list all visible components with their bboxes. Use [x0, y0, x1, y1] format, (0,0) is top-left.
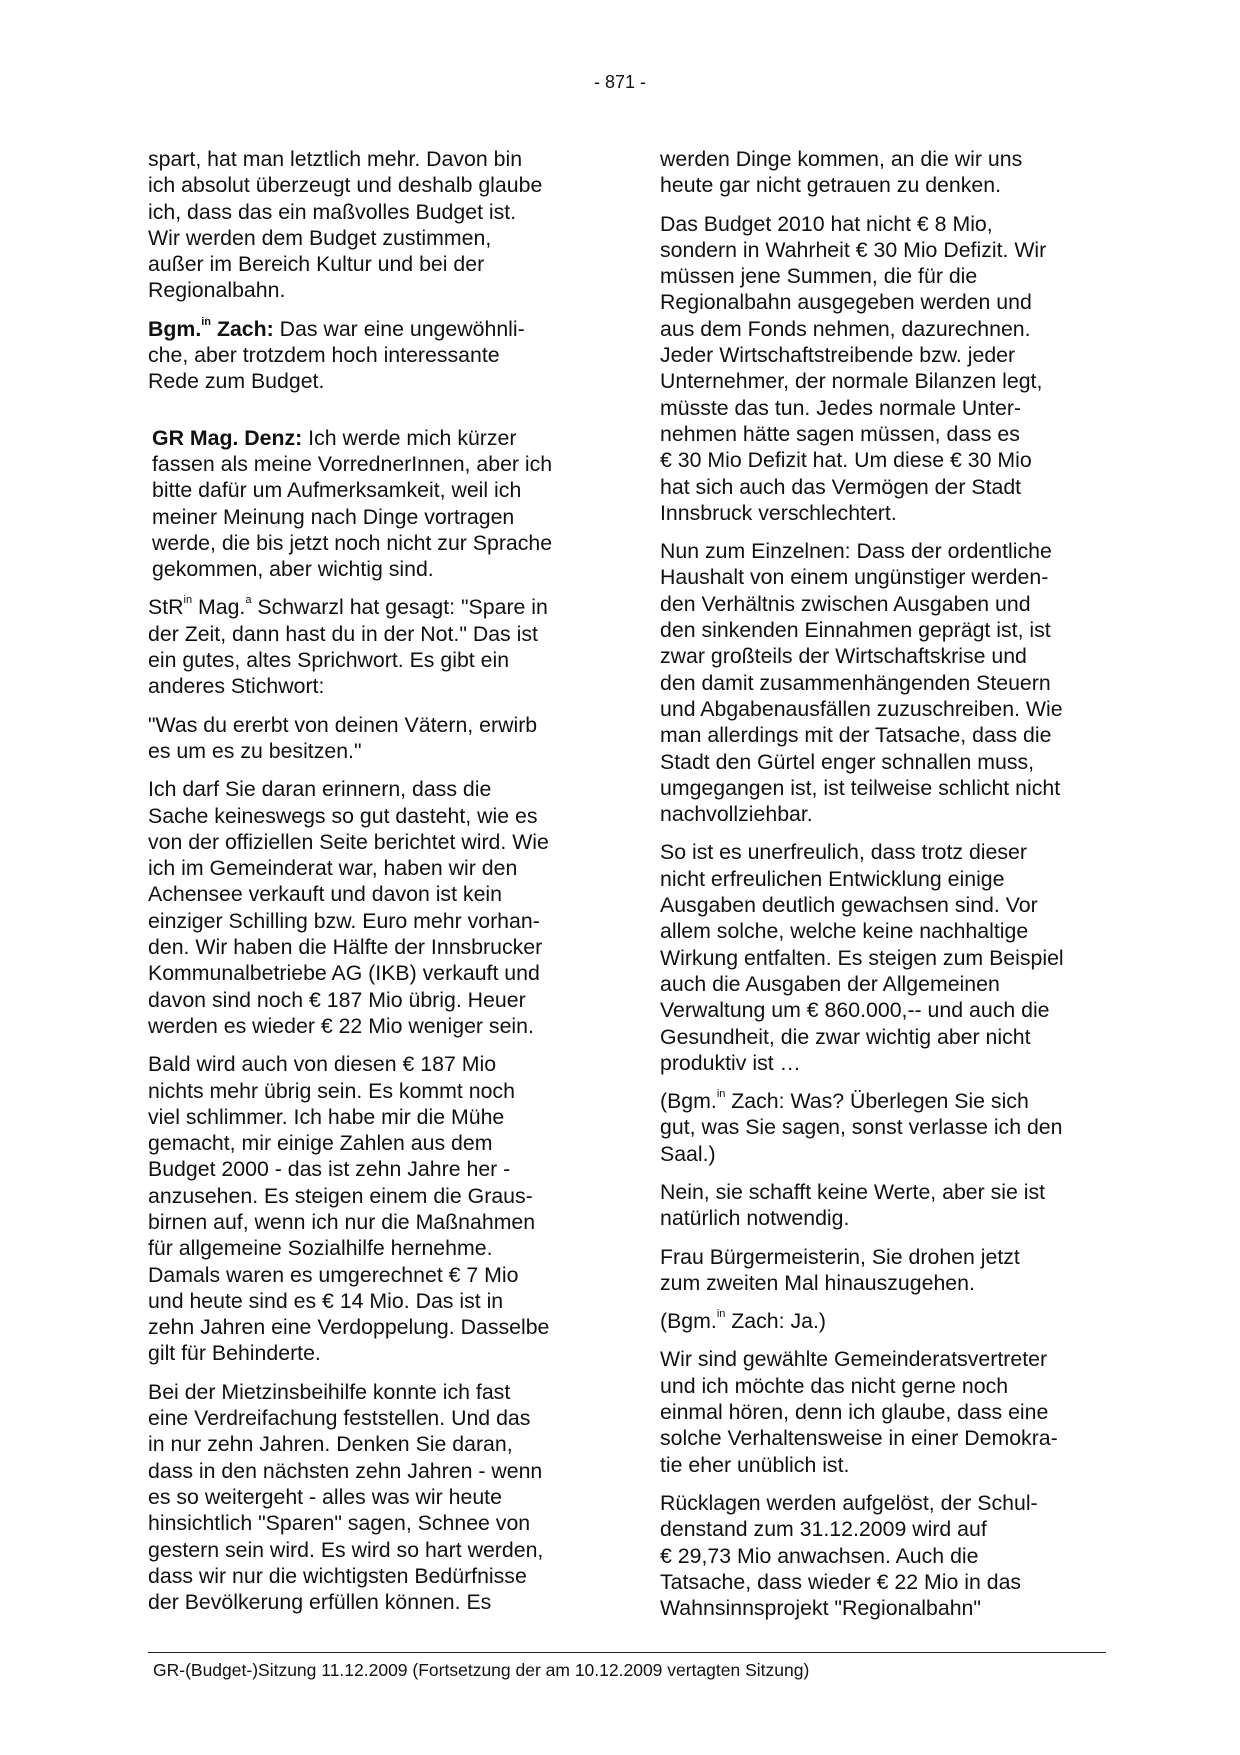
speaker-paragraph: [148, 316, 588, 395]
superscript: in: [716, 1308, 726, 1321]
title-middle: Mag.: [192, 595, 246, 620]
speech-text: Das war eine ungewöhnli- che, aber trotzdem hoch interessante Rede zum Budget.: [148, 316, 525, 394]
footer-text: GR-(Budget-)Sitzung 11.12.2009 (Fortsetzung der am 10.12.2009 vertagten Sitzung): [153, 1660, 810, 1680]
superscript: in: [201, 315, 212, 328]
quote-paragraph: "Was du ererbt von deinen Vätern, erwirb es um es zu besitzen.": [148, 712, 538, 763]
superscript: in: [716, 1088, 726, 1100]
paragraph: So ist es unerfreulich, dass trotz dieser nicht erfreulichen Entwicklung einige Ausgaben deutlich gewachsen sind. Vor allem solche, welche keine nachhaltige Wirkung entfalten. Es steigen zum Beispiel auch die Ausgaben der Allgemeinen Verwaltung um € 860.000,-- und auch die Gesundheit, die zwar wichtig aber nicht produktiv ist …: [660, 840, 1064, 1075]
speaker-prefix: Bgm.: [148, 316, 202, 341]
footer-divider: [148, 1652, 1106, 1653]
paragraph: Rücklagen werden aufgelöst, der Schul- denstand zum 31.12.2009 wird auf € 29,73 Mio anwachsen. Auch die Tatsache, dass wieder € 22 Mio in das Wahnsinnsprojekt "Regionalbahn": [660, 1490, 1038, 1621]
interjection-prefix: (Bgm.: [660, 1309, 717, 1334]
paragraph: Ich darf Sie daran erinnern, dass die Sache keineswegs so gut dasteht, wie es von der offiziellen Seite berichtet wird. Wie ich im Gemeinderat war, haben wir den Achensee verkauft und davon ist kein einziger Schilling bzw. Euro mehr vorhan- den. Wir haben die Hälfte der Innsbrucker Kommunalbetriebe AG (IKB) verkauft und davon sind noch € 187 Mio übrig. Heuer werden es wieder € 22 Mio weniger sein.: [148, 777, 549, 1038]
speech-text: Ich werde mich kürzer fassen als meine VorrednerInnen, aber ich bitte dafür um Aufmerksamkeit, weil ich meiner Meinung nach Dinge vortragen werde, die bis jetzt noch nicht zur Sprache gekommen, aber wichtig sind.: [152, 425, 553, 582]
superscript: in: [183, 594, 193, 607]
speaker-label: GR Mag. Denz:: [152, 425, 303, 450]
paragraph: [148, 594, 588, 699]
paragraph: Bald wird auch von diesen € 187 Mio nichts mehr übrig sein. Es kommt noch viel schlimmer. Ich habe mir die Mühe gemacht, mir einige Zahlen aus dem Budget 2000 - das ist zehn Jahre her - anzusehen. Es steigen einem die Graus- birnen auf, wenn ich nur die Maßnahmen für allgemeine Sozialhilfe hernehme. Damals waren es umgerechnet € 7 Mio und heute sind es € 14 Mio. Das ist in zehn Jahren eine Verdoppelung. Dasselbe gilt für Behinderte.: [148, 1052, 550, 1366]
paragraph: Das Budget 2010 hat nicht € 8 Mio, sondern in Wahrheit € 30 Mio Defizit. Wir müssen jene Summen, die für die Regionalbahn ausgegeben werden und aus dem Fonds nehmen, dazurechnen. Jeder Wirtschaftstreibende bzw. jeder Unternehmer, der normale Bilanzen legt, müsste das tun. Jedes normale Unter- nehmen hätte sagen müssen, dass es € 30 Mio Defizit hat. Um diese € 30 Mio hat sich auch das Vermögen der Stadt Innsbruck verschlechtert.: [660, 211, 1047, 525]
interjection-text: Zach: Ja.): [725, 1309, 826, 1334]
left-column: [148, 146, 588, 1627]
speaker-paragraph: [148, 425, 588, 583]
speech-text: Schwarzl hat gesagt: "Spare in der Zeit, dann hast du in der Not." Das ist ein gutes, altes Sprichwort. Es gibt ein anderes Stichwort:: [148, 595, 548, 699]
interjection-prefix: (Bgm.: [660, 1089, 717, 1114]
paragraph: Wir sind gewählte Gemeinderatsvertreter und ich möchte das nicht gerne noch einmal hören, denn ich glaube, dass eine solche Verhaltensweise in einer Demokra- tie eher unüblich ist.: [660, 1347, 1058, 1477]
paragraph: Bei der Mietzinsbeihilfe konnte ich fast eine Verdreifachung feststellen. Und das in nur zehn Jahren. Denken Sie daran, dass in den nächsten zehn Jahren - wenn es so weitergeht - alles was wir heute hinsichtlich "Sparen" sagen, Schnee von gestern sein wird. Es wird so hart werden, dass wir nur die wichtigsten Bedürfnisse der Bevölkerung erfüllen können. Es: [148, 1379, 544, 1615]
interjection: [660, 1088, 1100, 1167]
title-prefix: StR: [148, 595, 184, 620]
speaker-label: [148, 317, 274, 341]
paragraph: werden Dinge kommen, an die wir uns heute gar nicht getrauen zu denken.: [660, 147, 1023, 198]
paragraph: Nein, sie schafft keine Werte, aber sie ist natürlich notwendig.: [660, 1179, 1046, 1231]
paragraph: Nun zum Einzelnen: Dass der ordentliche Haushalt von einem ungünstiger werden- den Verhältnis zwischen Ausgaben und den sinkenden Einnahmen geprägt ist, ist zwar großteils der Wirtschaftskrise und den damit zusammenhängenden Steuern und Abgabenausfällen zuzuschreiben. Wie man allerdings mit der Tatsache, dass die Stadt den Gürtel enger schnallen muss, umgegangen ist, ist teilweise schlicht nicht nachvollziehbar.: [660, 539, 1063, 827]
interjection-text: Zach: Was? Überlegen Sie sich gut, was Sie sagen, sonst verlasse ich den Saal.): [660, 1089, 1063, 1166]
paragraph: Frau Bürgermeisterin, Sie drohen jetzt zum zweiten Mal hinauszugehen.: [660, 1244, 1020, 1295]
right-column: [660, 146, 1100, 1633]
interjection: [660, 1308, 1100, 1334]
speaker-name: Zach:: [211, 316, 274, 341]
paragraph: spart, hat man letztlich mehr. Davon bin ich absolut überzeugt und deshalb glaube ich, dass das ein maßvolles Budget ist. Wir werden dem Budget zustimmen, außer im Bereich Kultur und bei der Regionalbahn.: [148, 147, 543, 303]
superscript: a: [245, 594, 252, 607]
page-number: - 871 -: [593, 72, 647, 92]
